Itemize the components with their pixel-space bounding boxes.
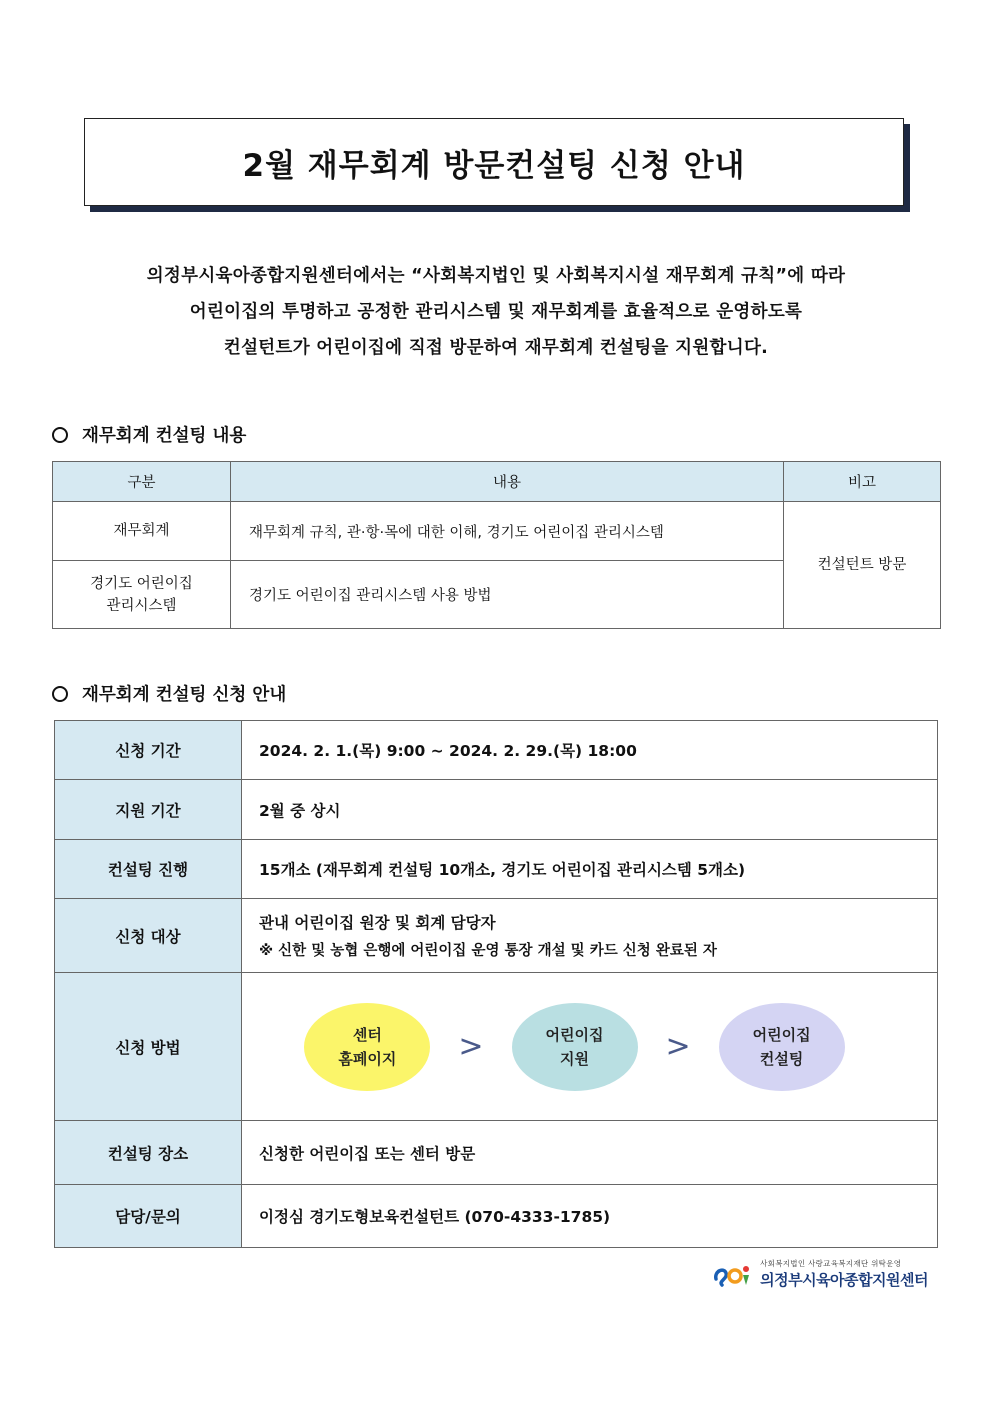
table-row [55,1121,938,1185]
flow-step-line: 어린이집 [752,1025,811,1044]
flow-step-support [512,1003,638,1091]
target-cell [242,899,938,973]
intro-paragraph [60,258,932,366]
table-row [55,899,938,973]
circle-bullet-icon [52,427,68,443]
center-logo-icon [712,1261,754,1287]
flow-step-line: 지원 [560,1049,589,1068]
row-content: 경기도 어린이집 관리시스템 사용 방법 [231,561,784,629]
progress-value: 15개소 (재무회계 컨설팅 10개소, 경기도 어린이집 관리시스템 5개소) [242,840,938,899]
table-row [55,840,938,899]
method-cell [242,973,938,1121]
flow-step-consulting [719,1003,845,1091]
center-logo-text [760,1258,928,1290]
method-label: 신청 방법 [55,973,242,1121]
place-value: 신청한 어린이집 또는 센터 방문 [242,1121,938,1185]
support-value: 2월 중 상시 [242,780,938,840]
row-note: 컨설턴트 방문 [784,502,941,629]
section-heading-content [52,422,246,447]
table-row [55,1185,938,1248]
period-value: 2024. 2. 1.(목) 9:00 ~ 2024. 2. 29.(목) 18:00 [242,721,938,780]
target-note: ※ 신한 및 농협 은행에 어린이집 운영 통장 개설 및 카드 신청 완료된 자 [259,943,717,959]
flow-step-line: 컨설팅 [759,1049,804,1068]
section-heading-text: 재무회계 컨설팅 신청 안내 [82,685,287,705]
target-label: 신청 대상 [55,899,242,973]
row-category-line: 경기도 어린이집 [90,575,193,592]
column-header-content: 내용 [231,462,784,502]
row-content: 재무회계 규칙, 관·항·목에 대한 이해, 경기도 어린이집 관리시스템 [231,502,784,561]
intro-line: 컨설턴트가 어린이집에 직접 방문하여 재무회계 컨설팅을 지원합니다. [223,338,769,358]
flow-step-line: 어린이집 [545,1025,604,1044]
logo-subtitle: 사회복지법인 사랑교육복지재단 위탁운영 [760,1259,902,1268]
contact-value: 이정심 경기도형보육컨설턴트 (070-4333-1785) [242,1185,938,1248]
place-label: 컨설팅 장소 [55,1121,242,1185]
row-category: 재무회계 [53,502,231,561]
table-row [55,780,938,840]
progress-label: 컨설팅 진행 [55,840,242,899]
row-category [53,561,231,629]
page-title: 2월 재무회계 방문컨설팅 신청 안내 [84,118,904,206]
column-header-note: 비고 [784,462,941,502]
intro-line: 어린이집의 투명하고 공정한 관리시스템 및 재무회계를 효율적으로 운영하도록 [189,302,803,322]
flow-step-homepage [304,1003,430,1091]
chevron-right-icon: > [458,1029,484,1064]
logo-title: 의정부시육아종합지원센터 [760,1271,928,1289]
table-row [55,721,938,780]
application-flow [259,1003,920,1091]
target-value: 관내 어린이집 원장 및 회계 담당자 [259,914,496,932]
table-row [55,973,938,1121]
table-header-row [53,462,941,502]
section-heading-application [52,681,286,706]
contact-label: 담당/문의 [55,1185,242,1248]
period-label: 신청 기간 [55,721,242,780]
intro-line: 의정부시육아종합지원센터에서는 “사회복지법인 및 사회복지시설 재무회계 규칙”에 따라 [146,266,846,286]
section-heading-text: 재무회계 컨설팅 내용 [82,426,247,446]
circle-bullet-icon [52,686,68,702]
flow-step-line: 센터 [352,1025,382,1044]
center-logo [712,1258,928,1290]
support-label: 지원 기간 [55,780,242,840]
application-info-table [54,720,938,1248]
table-row [53,502,941,561]
consulting-content-table [52,461,941,629]
chevron-right-icon: > [665,1029,691,1064]
flow-step-line: 홈페이지 [338,1049,397,1068]
row-category-line: 관리시스템 [106,597,177,614]
column-header-category: 구분 [53,462,231,502]
